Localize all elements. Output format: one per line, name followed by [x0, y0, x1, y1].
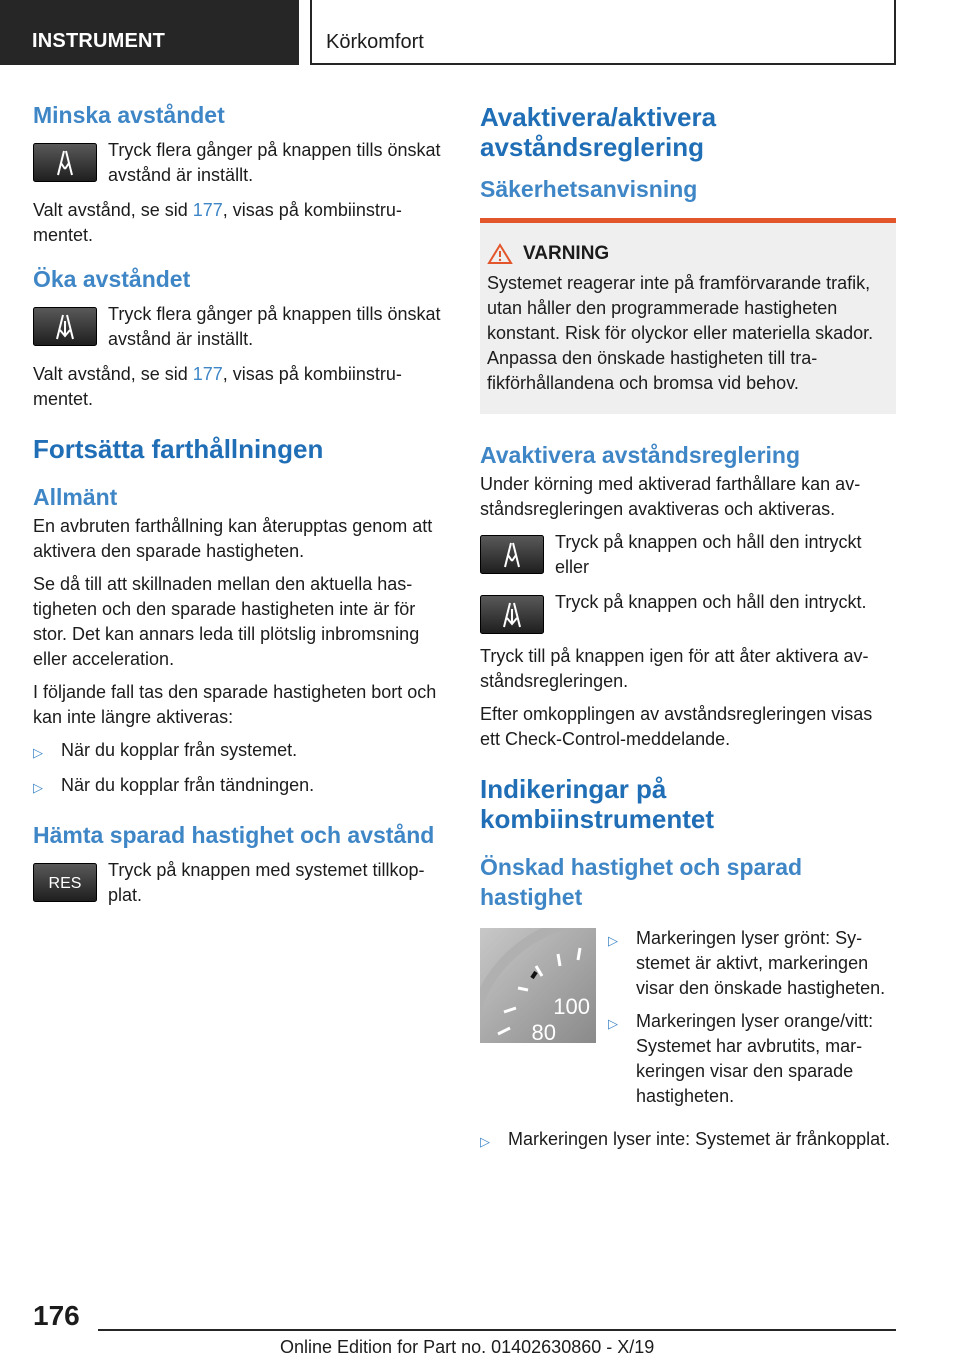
minska-text: Tryck flera gånger på knappen tills önskat avstånd är inställt. — [108, 140, 441, 185]
warning-text: Systemet reagerar inte på framförvarande trafik, utan håller den programmerade hastigheten konstant. Risk för olyckor eller materiella skador. Anpassa den önskade hastigheten till trafikförhållandena och bromsa vid behov. — [487, 273, 874, 393]
minska-row — [33, 138, 447, 188]
allmant-p1: En avbruten farthållning kan återupptas genom att aktivera den sparade hastigheten. — [33, 516, 433, 561]
ref-post: , visas på kombiinstrumentet. — [33, 200, 402, 245]
oka-text: Tryck flera gånger på knappen tills önskat avstånd är inställt. — [108, 304, 441, 349]
triangle-bullet-icon: ▷ — [608, 933, 618, 948]
res-button-icon — [33, 863, 97, 902]
ref-post: , visas på kombiinstrumentet. — [33, 364, 402, 409]
heading-sakerhet: Säkerhetsanvisning — [480, 176, 698, 202]
triangle-bullet-icon: ▷ — [33, 745, 43, 760]
list-item-text: Markeringen lyser orange/vitt: Systemet har avbrutits, markeringen visar den sparade hastigheten. — [636, 1011, 874, 1106]
header-section — [0, 0, 299, 65]
heading-oka: Öka avståndet — [33, 266, 191, 292]
ref-pre: Valt avstånd, se sid — [33, 364, 193, 384]
list-item — [33, 738, 447, 765]
res-label: RES — [48, 875, 82, 892]
oka-row — [33, 302, 447, 352]
hamta-text: Tryck på knappen med systemet tillkopplat. — [108, 860, 425, 905]
chapter-title: Körkomfort — [326, 31, 424, 53]
triangle-bullet-icon: ▷ — [480, 1134, 490, 1149]
list-item — [480, 1127, 896, 1154]
avakt-row-2 — [480, 590, 896, 634]
list-item — [33, 773, 447, 800]
edition-text: Online Edition for Part no. 01402630860 - X/19 — [280, 1337, 655, 1357]
ref-pre: Valt avstånd, se sid — [33, 200, 193, 220]
allmant-p3: I följande fall tas den sparade hastigheten bort och kan inte längre aktiveras: — [33, 682, 437, 727]
gauge-list — [608, 926, 896, 1117]
avakt-text: Under körning med aktiverad farthållare kan avståndsregleringen avaktiveras och aktiveras. — [480, 474, 861, 519]
warning-box — [480, 218, 896, 414]
heading-minska: Minska avståndet — [33, 102, 225, 128]
list-item-text: När du kopplar från systemet. — [61, 740, 298, 760]
icon1-text: Tryck på knappen och håll den intryckt eller — [555, 532, 862, 577]
heading-hamta: Hämta sparad hastighet och avstånd — [33, 822, 435, 848]
efter-text: Efter omkopplingen av avståndsregleringen visas ett Check-Control-meddelande. — [480, 704, 873, 749]
heading-fortsatta: Fortsätta farthållningen — [33, 434, 324, 464]
icon2-text: Tryck på knappen och håll den intryckt. — [555, 592, 867, 612]
heading-allmant: Allmänt — [33, 484, 118, 510]
header-chapter — [310, 0, 896, 65]
distance-decrease-button-icon — [33, 143, 97, 182]
distance-decrease-button-icon — [480, 535, 544, 574]
removal-list — [33, 738, 447, 800]
heading-avakt: Avaktivera avståndsreglering — [480, 442, 801, 468]
right-column — [480, 100, 896, 1162]
warning-title — [487, 243, 888, 265]
left-column — [33, 100, 447, 918]
oka-ref — [33, 362, 447, 412]
heading-avakt-akt: Avaktivera/aktivera avståndsreglering — [480, 102, 717, 162]
distance-increase-button-icon — [480, 595, 544, 634]
avakt-row-1 — [480, 530, 896, 580]
hamta-row — [33, 858, 447, 908]
speedometer-image — [480, 928, 596, 1043]
warning-triangle-icon — [487, 243, 513, 265]
section-title: INSTRUMENT — [32, 30, 166, 52]
list-item — [608, 926, 896, 1001]
page-number: 176 — [33, 1300, 80, 1331]
distance-increase-button-icon — [33, 307, 97, 346]
list-item-text: Markeringen lyser inte: Systemet är frånkopplat. — [508, 1129, 891, 1149]
gauge-label-80: 80 — [531, 1020, 556, 1043]
allmant-p2: Se då till att skillnaden mellan den aktuella hastigheten och den sparade hastigheten inte är för stor. Det kan annars leda till plötslig inbromsning eller acceleration. — [33, 574, 420, 669]
heading-onskad: Önskad hastighet och sparad hastighet — [480, 854, 803, 910]
page-link-177[interactable]: 177 — [192, 364, 223, 384]
list-item — [608, 1009, 896, 1109]
list-item-text: Markeringen lyser grönt: Systemet är aktivt, markeringen visar den önskade hastigheten. — [636, 928, 886, 998]
minska-ref — [33, 198, 447, 248]
triangle-bullet-icon: ▷ — [608, 1016, 618, 1031]
gauge-row — [480, 926, 896, 1117]
tryck-text: Tryck till på knappen igen för att åter aktivera avståndsregleringen. — [480, 646, 869, 691]
footer-divider — [98, 1329, 896, 1331]
heading-indik: Indikeringar på kombiinstrumentet — [480, 774, 715, 834]
warning-label: VARNING — [523, 243, 610, 264]
list-item-text: När du kopplar från tändningen. — [61, 775, 315, 795]
status-list — [480, 1127, 896, 1154]
gauge-label-100: 100 — [553, 994, 590, 1019]
triangle-bullet-icon: ▷ — [33, 780, 43, 795]
page-link-177[interactable]: 177 — [192, 200, 223, 220]
